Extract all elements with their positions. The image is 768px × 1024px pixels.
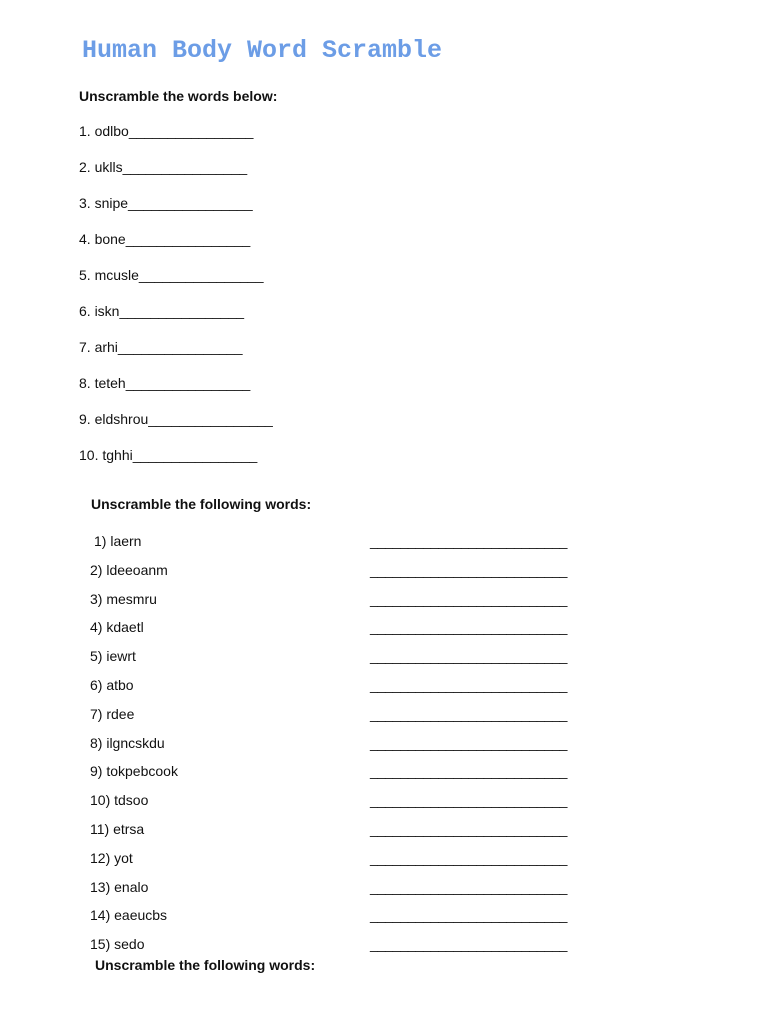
scrambled-word: 6) atbo bbox=[90, 676, 134, 693]
answer-blank: __________________________ bbox=[370, 533, 568, 549]
scramble-item: 8. teteh________________ bbox=[79, 375, 251, 391]
scramble-row bbox=[90, 762, 610, 791]
section-1-word-list bbox=[79, 122, 273, 482]
scramble-row bbox=[90, 561, 610, 590]
scramble-row bbox=[90, 849, 610, 878]
scramble-row bbox=[90, 618, 610, 647]
answer-blank: __________________________ bbox=[370, 619, 568, 636]
scrambled-word: 5) iewrt bbox=[90, 648, 136, 665]
scramble-row bbox=[90, 734, 610, 763]
scramble-item: 10. tghhi________________ bbox=[79, 447, 258, 463]
section-3-heading: Unscramble the following words: bbox=[95, 957, 316, 973]
scramble-row bbox=[90, 705, 610, 734]
scramble-row bbox=[90, 676, 610, 705]
answer-blank: __________________________ bbox=[370, 590, 568, 607]
scrambled-word: 9) tokpebcook bbox=[90, 763, 178, 780]
answer-blank: __________________________ bbox=[370, 936, 568, 953]
answer-blank: __________________________ bbox=[370, 734, 568, 751]
answer-blank: __________________________ bbox=[370, 763, 568, 780]
scramble-item: 5. mcusle________________ bbox=[79, 267, 264, 283]
answer-blank: __________________________ bbox=[370, 561, 568, 578]
scrambled-word: 12) yot bbox=[90, 849, 133, 866]
scramble-item: 1. odlbo________________ bbox=[79, 123, 254, 139]
scrambled-word: 10) tdsoo bbox=[90, 792, 149, 809]
section-2-word-list bbox=[90, 532, 610, 964]
scramble-item: 4. bone________________ bbox=[79, 231, 251, 247]
scrambled-word: 13) enalo bbox=[90, 878, 149, 895]
scrambled-word: 11) etrsa bbox=[90, 820, 145, 837]
scrambled-word: 14) eaeucbs bbox=[90, 907, 168, 924]
scrambled-word: 1) laern bbox=[94, 533, 142, 549]
scramble-item: 2. uklls________________ bbox=[79, 159, 248, 175]
scramble-item: 6. iskn________________ bbox=[79, 303, 245, 319]
scrambled-word: 8) ilgncskdu bbox=[90, 734, 165, 751]
scramble-row bbox=[90, 590, 610, 619]
answer-blank: __________________________ bbox=[370, 820, 568, 837]
scramble-row bbox=[90, 647, 610, 676]
scrambled-word: 4) kdaetl bbox=[90, 619, 144, 636]
scramble-item: 7. arhi________________ bbox=[79, 339, 243, 355]
answer-blank: __________________________ bbox=[370, 849, 568, 866]
answer-blank: __________________________ bbox=[370, 792, 568, 809]
answer-blank: __________________________ bbox=[370, 907, 568, 924]
scrambled-word: 15) sedo bbox=[90, 936, 145, 953]
page-title: Human Body Word Scramble bbox=[82, 36, 443, 65]
section-2-heading: Unscramble the following words: bbox=[91, 496, 312, 512]
scramble-row bbox=[90, 906, 610, 935]
answer-blank: __________________________ bbox=[370, 648, 568, 665]
scramble-row bbox=[90, 878, 610, 907]
answer-blank: __________________________ bbox=[370, 705, 568, 722]
scrambled-word: 3) mesmru bbox=[90, 590, 157, 607]
section-1-heading: Unscramble the words below: bbox=[79, 88, 278, 104]
scramble-row bbox=[90, 820, 610, 849]
scramble-row bbox=[90, 791, 610, 820]
answer-blank: __________________________ bbox=[370, 676, 568, 693]
scrambled-word: 2) ldeeoanm bbox=[90, 561, 168, 578]
scramble-item: 3. snipe________________ bbox=[79, 195, 253, 211]
scrambled-word: 7) rdee bbox=[90, 705, 135, 722]
scramble-row bbox=[90, 532, 610, 561]
scramble-item: 9. eldshrou________________ bbox=[79, 411, 273, 427]
answer-blank: __________________________ bbox=[370, 878, 568, 895]
